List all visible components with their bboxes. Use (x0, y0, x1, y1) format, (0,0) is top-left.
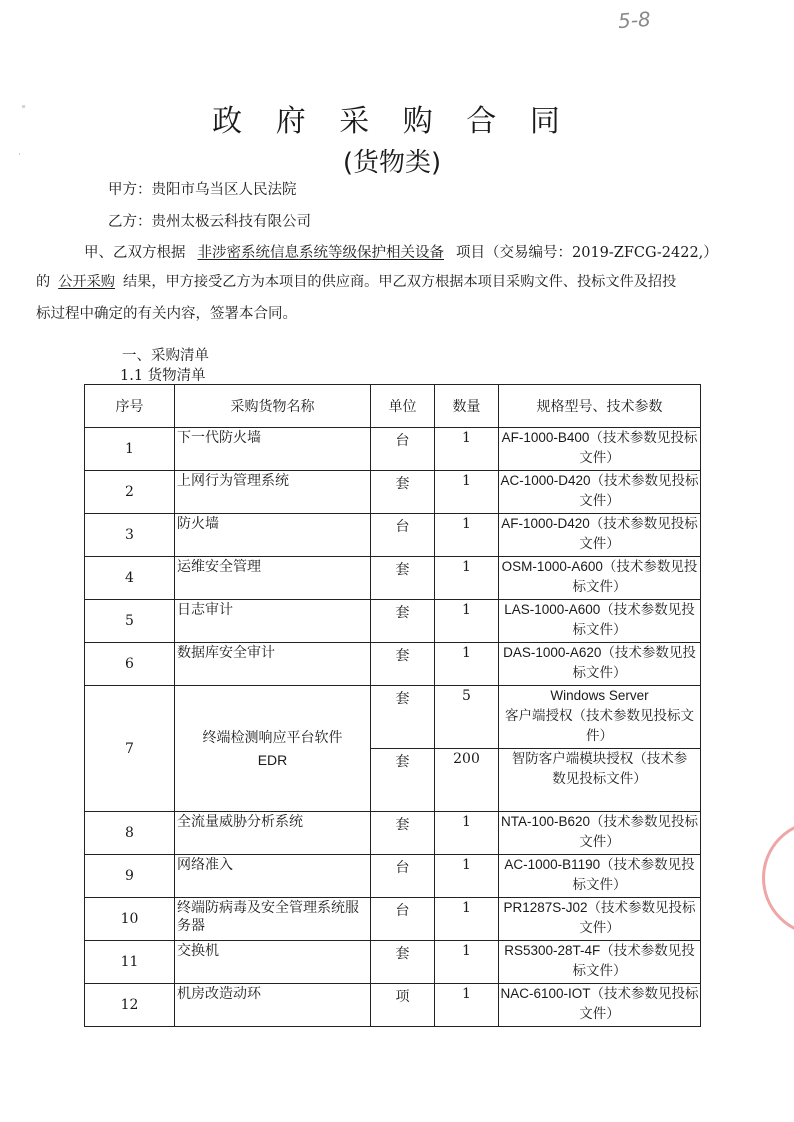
row-no: 5 (85, 600, 175, 643)
row-qty: 1 (435, 428, 499, 471)
row-spec: OSM-1000-A600（技术参数见投标文件） (499, 557, 701, 600)
table-row (85, 514, 701, 557)
row-no: 4 (85, 557, 175, 600)
table-row (85, 643, 701, 686)
row-no: 10 (85, 898, 175, 941)
row-qty: 1 (435, 514, 499, 557)
handwritten-page-note: 5-8 (617, 6, 652, 34)
row-name (175, 686, 371, 812)
row-name: 终端防病毒及安全管理系统服务器 (175, 898, 371, 941)
table-row (85, 557, 701, 600)
row-unit: 套 (371, 686, 435, 749)
row-qty: 5 (435, 686, 499, 749)
row-spec: AF-1000-D420（技术参数见投标文件） (499, 514, 701, 557)
row-unit: 套 (371, 557, 435, 600)
row-no: 2 (85, 471, 175, 514)
row-qty: 1 (435, 600, 499, 643)
row-no: 6 (85, 643, 175, 686)
intro-paragraph-line-3: 标过程中确定的有关内容，签署本合同。 (36, 306, 297, 322)
row-unit: 套 (371, 941, 435, 984)
col-header-no: 序号 (85, 385, 175, 428)
row-name: 机房改造动环 (175, 984, 371, 1027)
row-spec: AC-1000-B1190（技术参数见投标文件） (499, 855, 701, 898)
intro-text: 甲、乙双方根据 (84, 245, 186, 261)
intro-paragraph-line-1 (84, 241, 718, 262)
document-subtitle: (货物类) (342, 148, 442, 178)
row-spec: NAC-6100-IOT（技术参数见投标文件） (499, 984, 701, 1027)
row-no: 9 (85, 855, 175, 898)
row-no: 7 (85, 686, 175, 812)
row-qty: 1 (435, 855, 499, 898)
scan-speck: · (18, 150, 21, 160)
row-unit: 套 (371, 600, 435, 643)
edr-name-line-2: EDR (257, 751, 288, 768)
row-qty: 1 (435, 643, 499, 686)
row-name: 防火墙 (175, 514, 371, 557)
row-spec: 智防客户端模块授权（技术参数见投标文件） (499, 749, 701, 812)
project-name: 非涉密系统信息系统等级保护相关设备 (197, 245, 444, 261)
row-no: 11 (85, 941, 175, 984)
row-spec: AF-1000-B400（技术参数见投标文件） (499, 428, 701, 471)
intro-text: 项目（交易编号：2019-ZFCG-2422,） (456, 245, 718, 261)
goods-list-table (84, 384, 701, 1027)
row-spec: DAS-1000-A620（技术参数见投标文件） (499, 643, 701, 686)
row-unit: 套 (371, 471, 435, 514)
table-row (85, 941, 701, 984)
subsection-heading: 1.1 货物清单 (120, 368, 206, 384)
row-unit: 套 (371, 812, 435, 855)
row-spec: RS5300-28T-4F（技术参数见投标文件） (499, 941, 701, 984)
table-row (85, 471, 701, 514)
row-spec: NTA-100-B620（技术参数见投标文件） (499, 812, 701, 855)
edr-name-line-1: 终端检测响应平台软件 (202, 729, 343, 746)
col-header-unit: 单位 (371, 385, 435, 428)
row-unit: 套 (371, 643, 435, 686)
edr-spec-line-2: 客户端授权（技术参数见投标文件） (505, 708, 694, 743)
row-no: 8 (85, 812, 175, 855)
row-qty: 1 (435, 557, 499, 600)
row-name: 运维安全管理 (175, 557, 371, 600)
table-row-edr (85, 686, 701, 749)
party-a: 甲方：贵阳市乌当区人民法院 (108, 182, 297, 198)
table-row (85, 855, 701, 898)
row-qty: 1 (435, 898, 499, 941)
col-header-qty: 数量 (435, 385, 499, 428)
intro-text: 结果，甲方接受乙方为本项目的供应商。甲乙双方根据本项目采购文件、投标文件及招投 (122, 274, 677, 290)
row-unit: 台 (371, 898, 435, 941)
procurement-method: 公开采购 (58, 274, 115, 290)
row-name: 全流量威胁分析系统 (175, 812, 371, 855)
row-qty: 1 (435, 812, 499, 855)
col-header-name: 采购货物名称 (175, 385, 371, 428)
row-name: 上网行为管理系统 (175, 471, 371, 514)
row-spec: LAS-1000-A600（技术参数见投标文件） (499, 600, 701, 643)
table-row (85, 898, 701, 941)
row-name: 日志审计 (175, 600, 371, 643)
row-qty: 200 (435, 749, 499, 812)
section-heading: 一、采购清单 (122, 348, 209, 364)
row-unit: 台 (371, 428, 435, 471)
scan-speck: ᵉ (22, 104, 26, 114)
row-unit: 项 (371, 984, 435, 1027)
table-row (85, 600, 701, 643)
official-seal-edge (762, 820, 794, 936)
col-header-spec: 规格型号、技术参数 (499, 385, 701, 428)
document-title: 政 府 采 购 合 同 (212, 104, 572, 139)
row-qty: 1 (435, 941, 499, 984)
row-name: 数据库安全审计 (175, 643, 371, 686)
row-no: 3 (85, 514, 175, 557)
row-unit: 台 (371, 514, 435, 557)
row-no: 1 (85, 428, 175, 471)
table-row (85, 812, 701, 855)
row-name: 网络准入 (175, 855, 371, 898)
table-row (85, 428, 701, 471)
table-header-row (85, 385, 701, 428)
row-unit: 套 (371, 749, 435, 812)
row-name: 下一代防火墙 (175, 428, 371, 471)
edr-spec-line-1: Windows Server (550, 688, 649, 703)
row-no: 12 (85, 984, 175, 1027)
intro-paragraph-line-2 (36, 271, 676, 291)
row-qty: 1 (435, 471, 499, 514)
intro-text: 的 (36, 274, 51, 290)
table-row (85, 984, 701, 1027)
party-b: 乙方：贵州太极云科技有限公司 (108, 214, 311, 230)
row-spec: AC-1000-D420（技术参数见投标文件） (499, 471, 701, 514)
row-spec: PR1287S-J02（技术参数见投标文件） (499, 898, 701, 941)
row-name: 交换机 (175, 941, 371, 984)
row-unit: 台 (371, 855, 435, 898)
row-qty: 1 (435, 984, 499, 1027)
row-spec (499, 686, 701, 749)
